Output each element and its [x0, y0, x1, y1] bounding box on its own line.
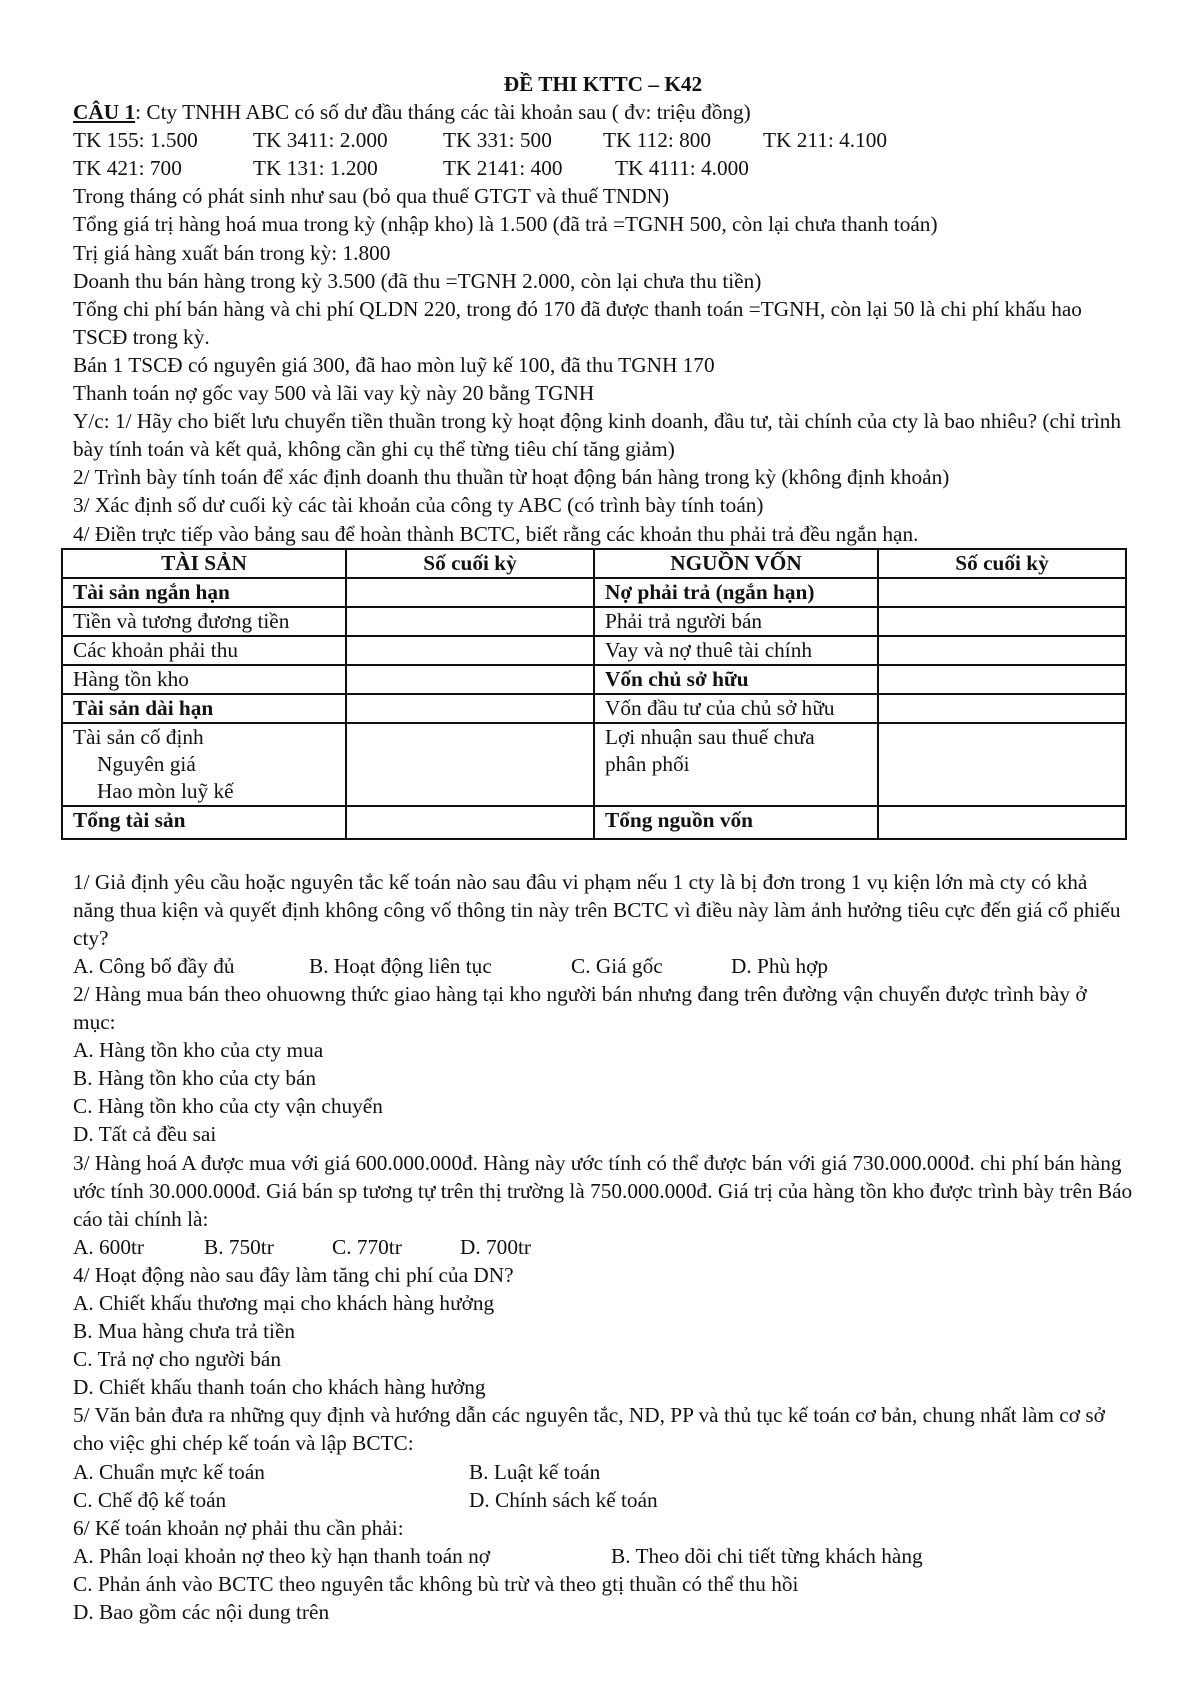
question-text: 4/ Hoạt động nào sau đây làm tăng chi phí của DN? — [73, 1262, 514, 1287]
answer-option[interactable]: D. Bao gồm các nội dung trên — [73, 1600, 330, 1625]
question-text: 3/ Hàng hoá A được mua với giá 600.000.000đ. Hàng này ước tính có thể được bán với giá 730.000.000đ. chi phí bán hàng ước tính 30.000.000đ. Giá bán sp tương tự trên thị trường là 750.000.000đ. Giá trị của hàng tồn kho được trình bày trên Báo cáo tài chính là: — [73, 1150, 1133, 1231]
header-end-balance: Số cuối kỳ — [346, 549, 594, 578]
answer-option[interactable]: C. Hàng tồn kho của cty vận chuyển — [73, 1094, 383, 1119]
account-balance: TK 4111: 4.000 — [615, 156, 749, 181]
answer-option[interactable]: C. Giá gốc — [571, 953, 663, 978]
account-balance: TK 2141: 400 — [443, 156, 563, 181]
row-label: Tổng tài sản — [62, 806, 346, 839]
row-label: Hàng tồn kho — [62, 665, 346, 694]
answer-option[interactable]: D. Chiết khấu thanh toán cho khách hàng hưởng — [73, 1375, 486, 1400]
account-balance: TK 421: 700 — [73, 156, 182, 181]
answer-option[interactable]: D. Tất cả đều sai — [73, 1122, 217, 1147]
empty-cell — [346, 607, 594, 636]
table-row — [62, 665, 1126, 694]
account-balance: TK 211: 4.100 — [763, 128, 888, 153]
table-row — [62, 694, 1126, 723]
text-line: Tổng chi phí bán hàng và chi phí QLDN 220, trong đó 170 đã được thanh toán =TGNH, còn lại 50 là chi phí khấu hao TSCĐ trong kỳ. — [73, 296, 1082, 349]
answer-option[interactable]: D. Chính sách kế toán — [469, 1487, 658, 1512]
answer-option[interactable]: A. 600tr — [73, 1234, 144, 1259]
row-label: Tài sản cố định — [73, 724, 204, 749]
header-assets: TÀI SẢN — [62, 549, 346, 578]
table-row — [62, 578, 1126, 607]
answer-option[interactable]: C. 770tr — [332, 1234, 402, 1259]
empty-cell — [346, 723, 594, 806]
account-balance: TK 112: 800 — [603, 128, 712, 153]
row-label: phân phối — [605, 751, 690, 776]
empty-cell — [878, 607, 1126, 636]
intro-text: : Cty TNHH ABC có số dư đầu tháng các tài khoản sau ( đv: triệu đồng) — [135, 100, 751, 125]
row-label: Vốn đầu tư của chủ sở hữu — [594, 694, 878, 723]
table-header-row — [62, 549, 1126, 578]
table-row — [62, 607, 1126, 636]
answer-option[interactable]: C. Chế độ kế toán — [73, 1487, 227, 1512]
empty-cell — [878, 723, 1126, 806]
answer-options — [73, 1486, 1133, 1514]
answer-option[interactable]: A. Chiết khấu thương mại cho khách hàng hưởng — [73, 1291, 495, 1315]
empty-cell — [878, 636, 1126, 665]
account-balance-row-2 — [73, 154, 1133, 182]
text-line: Trị giá hàng xuất bán trong kỳ: 1.800 — [73, 240, 391, 265]
empty-cell — [346, 694, 594, 723]
answer-options — [73, 1233, 1133, 1261]
answer-option[interactable]: A. Chuẩn mực kế toán — [73, 1459, 265, 1484]
answer-option[interactable]: B. 750tr — [204, 1234, 274, 1259]
row-label: Phải trả người bán — [594, 607, 878, 636]
question-1-intro — [73, 98, 1133, 126]
question-label: CÂU 1 — [73, 100, 136, 125]
account-balance: TK 331: 500 — [443, 128, 552, 153]
requirement-4: 4/ Điền trực tiếp vào bảng sau để hoàn thành BCTC, biết rằng các khoản thu phải trả đều ngắn hạn. — [73, 521, 919, 546]
header-end-balance: Số cuối kỳ — [878, 549, 1126, 578]
table-row — [62, 636, 1126, 665]
empty-cell — [878, 694, 1126, 723]
answer-option[interactable]: A. Công bố đầy đủ — [73, 953, 235, 978]
account-balance: TK 155: 1.500 — [73, 128, 198, 153]
answer-option[interactable]: B. Theo dõi chi tiết từng khách hàng — [611, 1543, 923, 1568]
row-label: Nguyên giá — [97, 751, 196, 776]
row-label: Tiền và tương đương tiền — [62, 607, 346, 636]
answer-options — [73, 952, 1133, 980]
row-label: Nợ phải trả (ngắn hạn) — [594, 578, 878, 607]
header-sources: NGUỒN VỐN — [594, 549, 878, 578]
text-line: Trong tháng có phát sinh như sau (bỏ qua thuế GTGT và thuế TNDN) — [73, 184, 670, 209]
text-line: Doanh thu bán hàng trong kỳ 3.500 (đã thu =TGNH 2.000, còn lại chưa thu tiền) — [73, 268, 762, 293]
exam-title: ĐỀ THI KTTC – K42 — [503, 72, 703, 96]
row-label: Lợi nhuận sau thuế chưa — [605, 724, 815, 749]
row-label: Tài sản ngắn hạn — [62, 578, 346, 607]
table-row — [62, 723, 1126, 806]
fixed-assets-cell — [62, 723, 346, 806]
answer-option[interactable]: B. Mua hàng chưa trả tiền — [73, 1319, 296, 1344]
question-text: 5/ Văn bản đưa ra những quy định và hướng dẫn các nguyên tắc, ND, PP và thủ tục kế toán cơ bản, chung nhất làm cơ sở cho việc ghi chép kế toán và lập BCTC: — [73, 1403, 1105, 1456]
account-balance: TK 3411: 2.000 — [253, 128, 388, 153]
question-text: 2/ Hàng mua bán theo ohuowng thức giao hàng tại kho người bán nhưng đang trên đường vận chuyển được trình bày ở mục: — [73, 981, 1087, 1035]
text-line: Bán 1 TSCĐ có nguyên giá 300, đã hao mòn luỹ kế 100, đã thu TGNH 170 — [73, 352, 715, 377]
text-line: Tổng giá trị hàng hoá mua trong kỳ (nhập kho) là 1.500 (đã trả =TGNH 500, còn lại chưa thanh toán) — [73, 212, 938, 237]
answer-option[interactable]: C. Trả nợ cho người bán — [73, 1347, 281, 1372]
requirement-3: 3/ Xác định số dư cuối kỳ các tài khoản của công ty ABC (có trình bày tính toán) — [73, 493, 764, 518]
balance-sheet-table — [61, 548, 1127, 840]
empty-cell — [346, 636, 594, 665]
requirement-1: Y/c: 1/ Hãy cho biết lưu chuyển tiền thuần trong kỳ hoạt động kinh doanh, đầu tư, tài chính của cty là bao nhiêu? (chỉ trình bày tính toán và kết quả, không cần ghi cụ thể từng tiêu chí tăng giảm) — [73, 409, 1122, 462]
answer-option[interactable]: A. Phân loại khoản nợ theo kỳ hạn thanh toán nợ — [73, 1543, 491, 1568]
answer-option[interactable]: D. Phù hợp — [731, 953, 829, 978]
row-label: Hao mòn luỹ kế — [97, 778, 234, 803]
retained-earnings-cell — [594, 723, 878, 806]
row-label: Tổng nguồn vốn — [594, 806, 878, 839]
row-label: Vốn chủ sở hữu — [594, 665, 878, 694]
answer-option[interactable]: B. Luật kế toán — [469, 1459, 601, 1484]
answer-option[interactable]: B. Hoạt động liên tục — [309, 953, 492, 978]
row-label: Vay và nợ thuê tài chính — [594, 636, 878, 665]
spacer — [73, 840, 1133, 868]
empty-cell — [878, 665, 1126, 694]
answer-option[interactable]: A. Hàng tồn kho của cty mua — [73, 1038, 324, 1063]
question-text: 6/ Kế toán khoản nợ phải thu cần phải: — [73, 1515, 404, 1540]
empty-cell — [878, 578, 1126, 607]
answer-option[interactable]: D. 700tr — [460, 1234, 531, 1259]
empty-cell — [346, 665, 594, 694]
empty-cell — [346, 806, 594, 839]
account-balance: TK 131: 1.200 — [253, 156, 378, 181]
answer-options — [73, 1542, 1133, 1570]
answer-options — [73, 1458, 1133, 1486]
empty-cell — [878, 806, 1126, 839]
answer-option[interactable]: C. Phản ánh vào BCTC theo nguyên tắc không bù trừ và theo gtị thuần có thể thu hồi — [73, 1571, 799, 1596]
answer-option[interactable]: B. Hàng tồn kho của cty bán — [73, 1066, 317, 1091]
row-label: Các khoản phải thu — [62, 636, 346, 665]
question-text: 1/ Giả định yêu cầu hoặc nguyên tắc kế toán nào sau đâu vi phạm nếu 1 cty là bị đơn trong 1 vụ kiện lớn mà cty có khả năng thua kiện và quyết định không công vố thông tin này trên BCTC vì điều này làm ảnh hưởng tiêu cực đến giá cổ phiếu cty? — [73, 869, 1121, 950]
text-line: Thanh toán nợ gốc vay 500 và lãi vay kỳ này 20 bằng TGNH — [73, 381, 595, 406]
requirement-2: 2/ Trình bày tính toán để xác định doanh thu thuần từ hoạt động bán hàng trong kỳ (không định khoản) — [73, 465, 950, 490]
table-row — [62, 806, 1126, 839]
row-label: Tài sản dài hạn — [62, 694, 346, 723]
empty-cell — [346, 578, 594, 607]
exam-page — [73, 70, 1133, 1626]
account-balance-row-1 — [73, 126, 1133, 154]
